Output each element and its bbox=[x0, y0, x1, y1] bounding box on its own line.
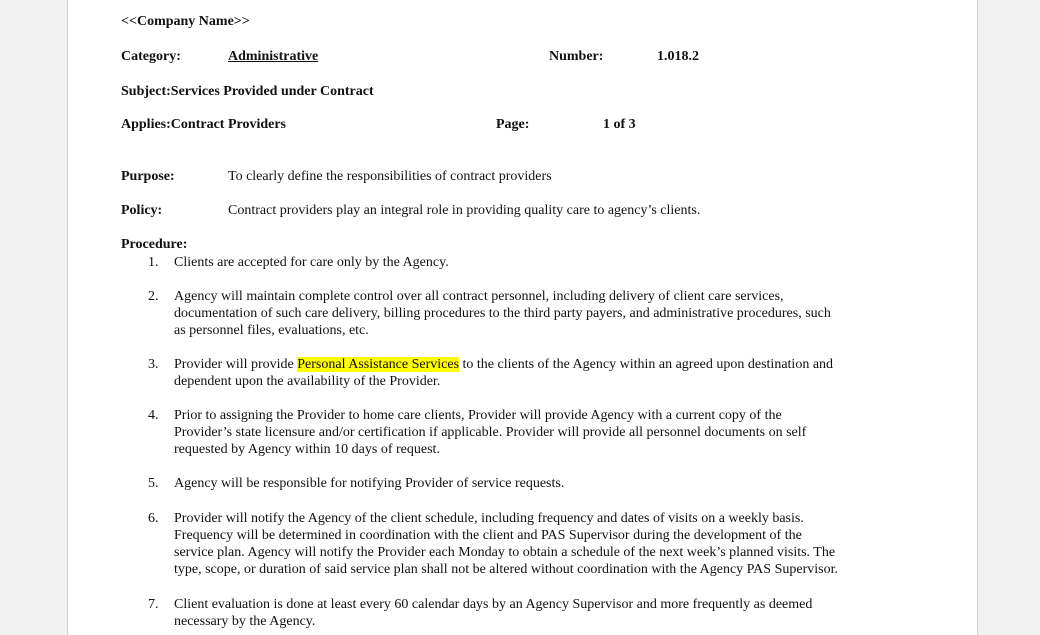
list-item-line: service plan. Agency will notify the Provider each Monday to obtain a schedule of the next week’s planned visits. The bbox=[174, 545, 836, 560]
text-run: Provider will provide bbox=[174, 357, 298, 372]
list-item-line: dependent upon the availability of the Provider. bbox=[174, 374, 441, 389]
list-item-line: necessary by the Agency. bbox=[174, 614, 316, 629]
document-page[interactable] bbox=[67, 0, 978, 635]
list-item-number: 6. bbox=[148, 511, 159, 526]
list-item-line: Frequency will be determined in coordination with the client and PAS Supervisor during the development of the bbox=[174, 528, 802, 543]
list-item-line: documentation of such care delivery, billing procedures to the third party payers, and administrative procedures, such bbox=[174, 306, 831, 321]
list-item-line: Agency will maintain complete control over all contract personnel, including delivery of client care services, bbox=[174, 289, 784, 304]
list-item-line: requested by Agency within 10 days of request. bbox=[174, 442, 440, 457]
list-item bbox=[174, 254, 449, 271]
list-item-number: 2. bbox=[148, 289, 159, 304]
list-item bbox=[174, 288, 831, 339]
list-item-number: 7. bbox=[148, 597, 159, 612]
applies-row bbox=[121, 116, 286, 133]
procedure-label: Procedure: bbox=[121, 237, 188, 252]
list-item-line: Provider’s state licensure and/or certification if applicable. Provider will provide all personnel documents on self bbox=[174, 425, 807, 440]
list-item bbox=[174, 596, 812, 630]
company-name: <<Company Name>> bbox=[121, 14, 250, 29]
subject-value: Services Provided under Contract bbox=[170, 84, 374, 99]
subject-label: Subject: bbox=[121, 84, 171, 99]
list-item-number: 5. bbox=[148, 476, 159, 491]
list-item bbox=[174, 475, 564, 492]
list-item-number: 1. bbox=[148, 255, 159, 270]
list-item-line: Provider will notify the Agency of the client schedule, including frequency and dates of visits on a weekly basis. bbox=[174, 511, 804, 526]
list-item bbox=[174, 510, 838, 578]
list-item-line bbox=[174, 356, 833, 373]
number-value: 1.018.2 bbox=[657, 49, 699, 64]
purpose-text: To clearly define the responsibilities of contract providers bbox=[228, 169, 552, 184]
list-item bbox=[174, 356, 833, 390]
list-item-number: 4. bbox=[148, 408, 159, 423]
category-value: Administrative bbox=[228, 49, 319, 64]
policy-label: Policy: bbox=[121, 203, 163, 218]
applies-label: Applies: bbox=[121, 117, 171, 132]
list-item-line: Clients are accepted for care only by the Agency. bbox=[174, 255, 449, 270]
highlighted-text[interactable]: Personal Assistance Services bbox=[297, 357, 460, 372]
applies-value: Contract Providers bbox=[170, 117, 287, 132]
policy-text: Contract providers play an integral role in providing quality care to agency’s clients. bbox=[228, 203, 701, 218]
category-label: Category: bbox=[121, 49, 181, 64]
subject-row bbox=[121, 83, 374, 100]
list-item-line: Agency will be responsible for notifying Provider of service requests. bbox=[174, 476, 565, 491]
list-item-line: as personnel files, evaluations, etc. bbox=[174, 323, 369, 338]
list-item-line: Prior to assigning the Provider to home care clients, Provider will provide Agency with a current copy of the bbox=[174, 408, 782, 423]
text-run: to the clients of the Agency within an agreed upon destination and bbox=[459, 357, 834, 372]
purpose-label: Purpose: bbox=[121, 169, 175, 184]
list-item bbox=[174, 407, 806, 458]
list-item-line: type, scope, or duration of said service plan shall not be altered without coordination with the Agency PAS Supervisor. bbox=[174, 562, 838, 577]
list-item-line: Client evaluation is done at least every 60 calendar days by an Agency Supervisor and more frequently as deemed bbox=[174, 597, 813, 612]
page-label: Page: bbox=[496, 117, 530, 132]
list-item-number: 3. bbox=[148, 357, 159, 372]
page-value: 1 of 3 bbox=[603, 117, 636, 132]
number-label: Number: bbox=[549, 49, 604, 64]
